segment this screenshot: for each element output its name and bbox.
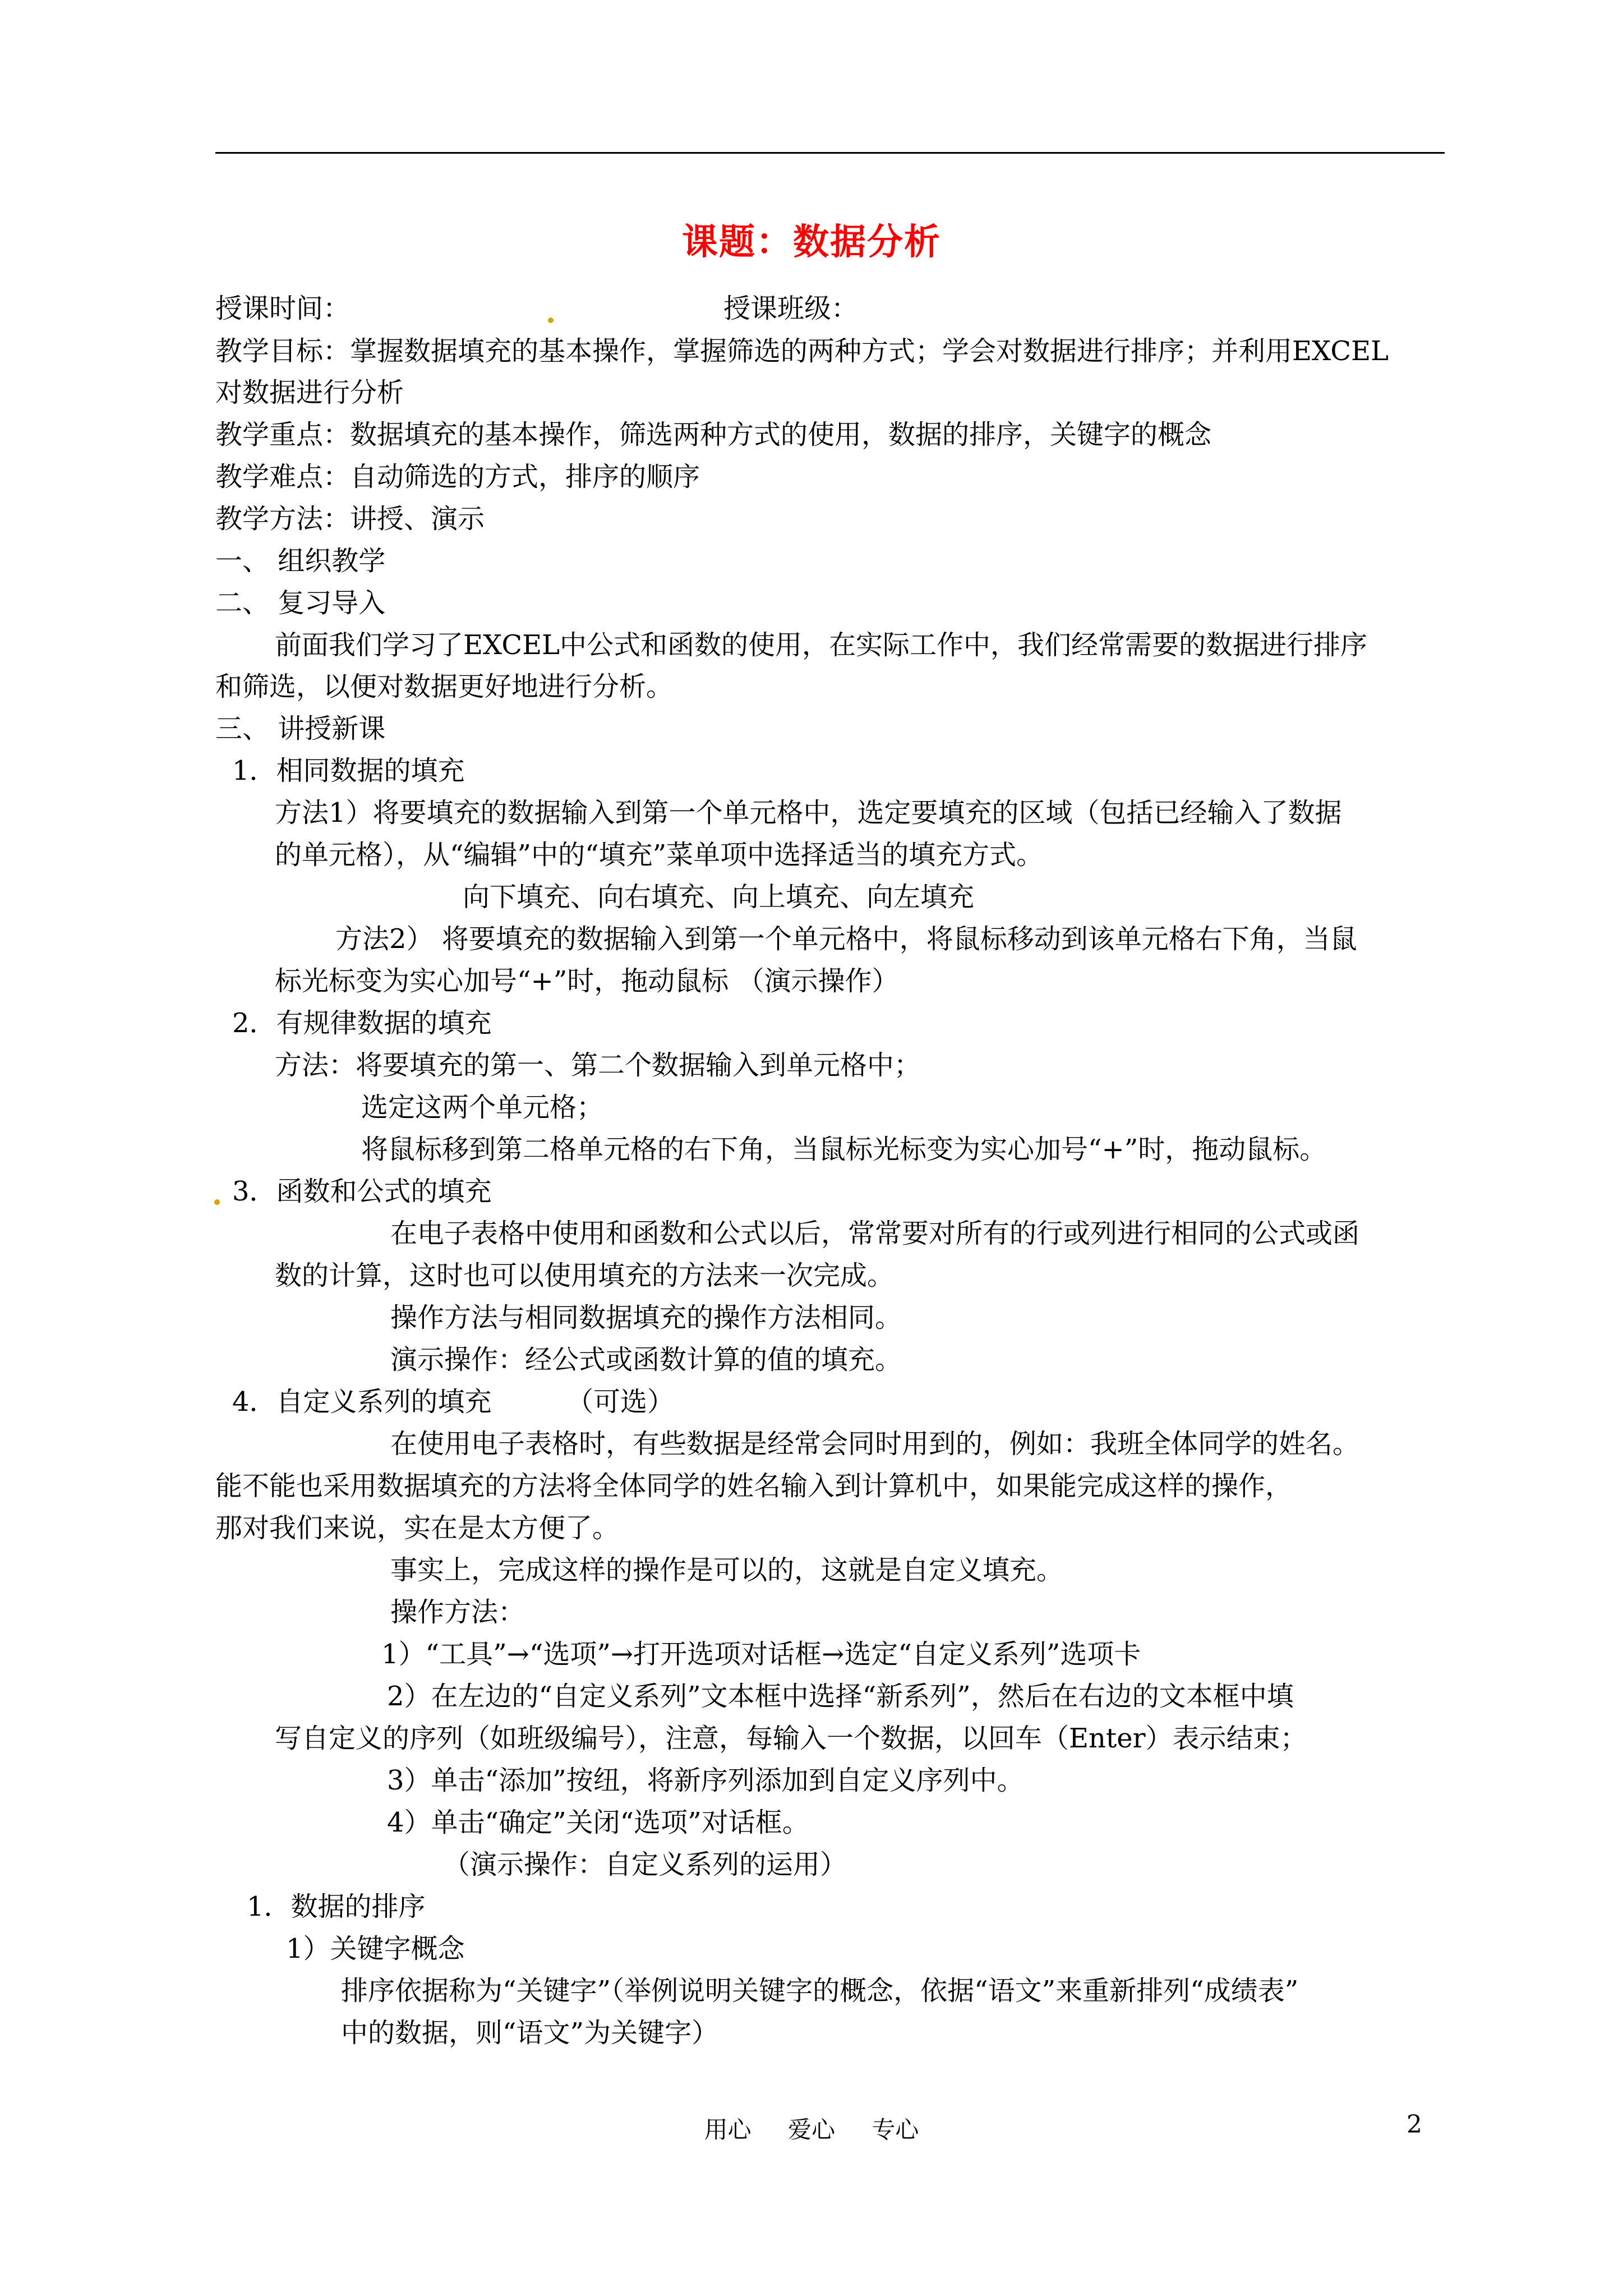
- footer-motto-3: 专心: [872, 2116, 919, 2143]
- formula-fill-line-3: 操作方法与相同数据填充的操作方法相同。: [390, 1302, 902, 1333]
- subheading-pattern-fill: 2．有规律数据的填充: [232, 1007, 492, 1039]
- custom-series-line-1: 在使用电子表格时，有些数据是经常会同时用到的，例如：我班全体同学的姓名。: [390, 1428, 1360, 1460]
- objective-line-1: 教学目标：掌握数据填充的基本操作，掌握筛选的两种方式；学会对数据进行排序；并利用EXCEL: [215, 335, 1389, 367]
- operation-method-label: 操作方法：: [390, 1596, 525, 1628]
- formula-fill-line-2: 数的计算，这时也可以使用填充的方法来一次完成。: [275, 1260, 895, 1291]
- operation-step-2-line-1: 2）在左边的“自定义系列”文本框中选择“新系列”，然后在右边的文本框中填: [387, 1681, 1294, 1712]
- demo-note: （演示操作：自定义系列的运用）: [443, 1849, 847, 1880]
- pattern-fill-step-3: 将鼠标移到第二格单元格的右下角，当鼠标光标变为实心加号“+”时，拖动鼠标。: [361, 1134, 1327, 1165]
- optional-note: （可选）: [566, 1386, 675, 1418]
- review-paragraph-line-1: 前面我们学习了EXCEL中公式和函数的使用，在实际工作中，我们经常需要的数据进行排序: [275, 629, 1368, 661]
- footer-motto-2: 爱心: [787, 2116, 835, 2143]
- operation-step-3: 3）单击“添加”按纽，将新序列添加到自定义序列中。: [387, 1765, 1024, 1796]
- custom-series-line-3: 那对我们来说，实在是太方便了。: [215, 1512, 620, 1544]
- operation-step-2-line-2: 写自定义的序列（如班级编号），注意，每输入一个数据，以回车（Enter）表示结束；: [275, 1723, 1307, 1754]
- page-number: 2: [1407, 2110, 1422, 2139]
- teaching-time-label: 授课时间：: [215, 293, 351, 324]
- subheading-keyword-concept: 1）关键字概念: [286, 1933, 465, 1964]
- section-heading-1: 一、 组织教学: [215, 545, 386, 577]
- keyword-line-1: 排序依据称为“关键字”（举例说明关键字的概念，依据“语文”来重新排列“成绩表”: [341, 1975, 1299, 2007]
- page-title: 课题：数据分析: [682, 221, 941, 263]
- section-heading-2: 二、 复习导入: [215, 587, 386, 619]
- key-points-line: 教学重点：数据填充的基本操作，筛选两种方式的使用，数据的排序，关键字的概念: [215, 419, 1212, 450]
- footer-motto-1: 用心: [704, 2116, 751, 2143]
- yellow-dot-marker: [214, 1199, 220, 1205]
- teaching-class-label: 授课班级：: [723, 293, 859, 324]
- method2-line-2: 标光标变为实心加号“+”时，拖动鼠标 （演示操作）: [275, 965, 899, 997]
- custom-series-line-2: 能不能也采用数据填充的方法将全体同学的姓名输入到计算机中，如果能完成这样的操作，: [215, 1470, 1293, 1502]
- review-paragraph-line-2: 和筛选，以便对数据更好地进行分析。: [215, 671, 674, 702]
- fill-directions-line: 向下填充、向右填充、向上填充、向左填充: [463, 881, 975, 913]
- operation-step-1: 1）“工具”→“选项”→打开选项对话框→选定“自定义系列”选项卡: [381, 1639, 1141, 1670]
- subheading-data-sort: 1．数据的排序: [247, 1891, 426, 1922]
- subheading-custom-series: 4．自定义系列的填充: [232, 1386, 492, 1418]
- subheading-formula-fill: 3．函数和公式的填充: [232, 1176, 492, 1207]
- formula-fill-line-1: 在电子表格中使用和函数和公式以后，常常要对所有的行或列进行相同的公式或函: [390, 1218, 1360, 1249]
- pattern-fill-step-1: 方法：将要填充的第一、第二个数据输入到单元格中；: [275, 1050, 921, 1081]
- difficulty-line: 教学难点：自动筛选的方式，排序的顺序: [215, 461, 700, 493]
- method1-line-1: 方法1）将要填充的数据输入到第一个单元格中，选定要填充的区域（包括已经输入了数据: [275, 797, 1342, 829]
- subheading-same-data-fill: 1．相同数据的填充: [232, 755, 465, 786]
- method2-line-1: 方法2） 将要填充的数据输入到第一个单元格中，将鼠标移动到该单元格右下角，当鼠: [335, 923, 1357, 955]
- page-footer: [0, 2111, 1623, 2145]
- custom-series-line-4: 事实上，完成这样的操作是可以的，这就是自定义填充。: [390, 1554, 1064, 1586]
- keyword-line-2: 中的数据，则“语文”为关键字）: [341, 2017, 719, 2049]
- pattern-fill-step-2: 选定这两个单元格；: [361, 1092, 604, 1123]
- method1-line-2: 的单元格），从“编辑”中的“填充”菜单项中选择适当的填充方式。: [275, 839, 1044, 871]
- formula-fill-line-4: 演示操作：经公式或函数计算的值的填充。: [390, 1344, 902, 1375]
- section-heading-3: 三、 讲授新课: [215, 713, 386, 744]
- method-line: 教学方法：讲授、演示: [215, 503, 485, 535]
- yellow-dot-marker: [548, 318, 554, 323]
- objective-line-2: 对数据进行分析: [215, 377, 404, 408]
- operation-step-4: 4）单击“确定”关闭“选项”对话框。: [387, 1807, 809, 1838]
- header-rule: [215, 152, 1445, 154]
